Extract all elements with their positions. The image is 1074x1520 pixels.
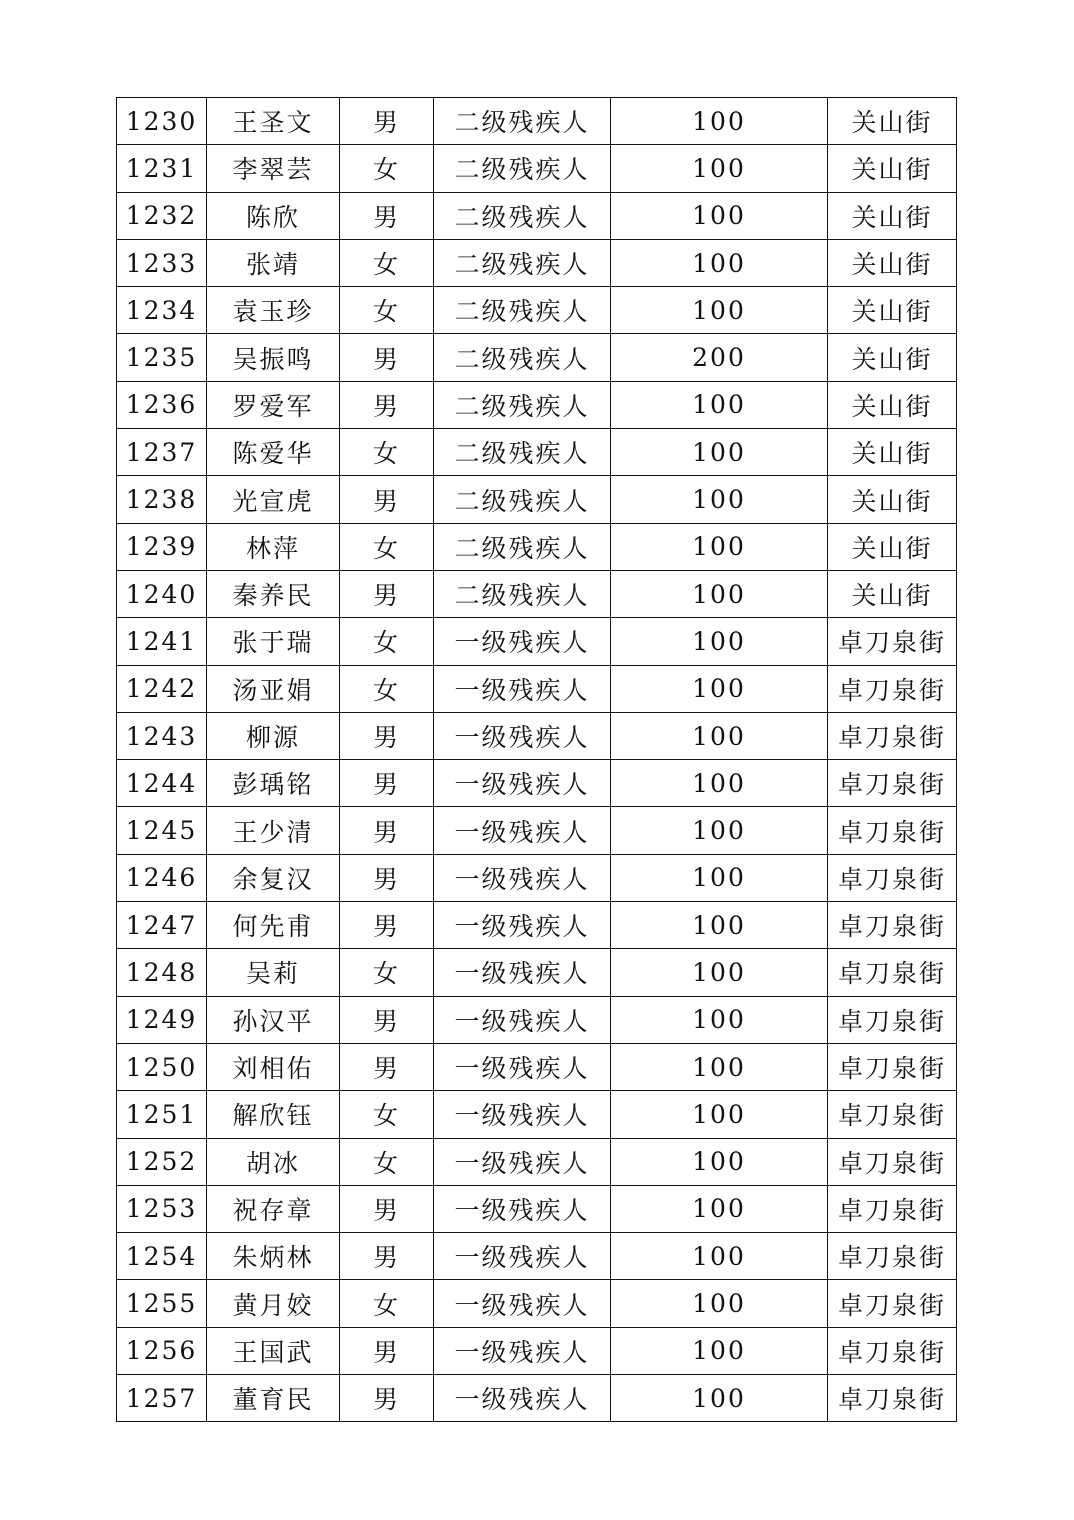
street-cell: 卓刀泉街: [828, 949, 957, 996]
person-name-cell: 袁玉珍: [207, 287, 340, 334]
serial-number-cell: 1255: [117, 1280, 207, 1327]
street-cell: 关山街: [828, 239, 957, 286]
gender-cell: 男: [340, 807, 434, 854]
gender-cell: 男: [340, 712, 434, 759]
person-name-cell: 张于瑞: [207, 618, 340, 665]
subsidy-roster-table: [116, 97, 957, 1422]
gender-cell: 女: [340, 1091, 434, 1138]
table-row: [117, 902, 957, 949]
person-name-cell: 秦养民: [207, 570, 340, 617]
person-name-cell: 吴莉: [207, 949, 340, 996]
serial-number-cell: 1231: [117, 145, 207, 192]
serial-number-cell: 1237: [117, 429, 207, 476]
person-name-cell: 李翠芸: [207, 145, 340, 192]
table-row: [117, 760, 957, 807]
table-row: [117, 949, 957, 996]
person-name-cell: 罗爱军: [207, 381, 340, 428]
table-row: [117, 1280, 957, 1327]
table-row: [117, 98, 957, 145]
gender-cell: 女: [340, 1280, 434, 1327]
subsidy-amount-cell: 200: [611, 334, 828, 381]
gender-cell: 女: [340, 145, 434, 192]
table-row: [117, 287, 957, 334]
serial-number-cell: 1249: [117, 996, 207, 1043]
person-name-cell: 吴振鸣: [207, 334, 340, 381]
subsidy-amount-cell: 100: [611, 381, 828, 428]
serial-number-cell: 1253: [117, 1185, 207, 1232]
serial-number-cell: 1257: [117, 1375, 207, 1422]
disability-level-cell: 一级残疾人: [434, 1138, 611, 1185]
table-row: [117, 996, 957, 1043]
street-cell: 关山街: [828, 145, 957, 192]
street-cell: 卓刀泉街: [828, 1375, 957, 1422]
disability-level-cell: 二级残疾人: [434, 98, 611, 145]
serial-number-cell: 1239: [117, 523, 207, 570]
gender-cell: 男: [340, 902, 434, 949]
gender-cell: 男: [340, 760, 434, 807]
person-name-cell: 王国武: [207, 1327, 340, 1374]
disability-level-cell: 二级残疾人: [434, 287, 611, 334]
disability-level-cell: 二级残疾人: [434, 239, 611, 286]
street-cell: 卓刀泉街: [828, 712, 957, 759]
person-name-cell: 张靖: [207, 239, 340, 286]
person-name-cell: 陈爱华: [207, 429, 340, 476]
street-cell: 卓刀泉街: [828, 760, 957, 807]
serial-number-cell: 1235: [117, 334, 207, 381]
gender-cell: 女: [340, 618, 434, 665]
disability-level-cell: 一级残疾人: [434, 1375, 611, 1422]
street-cell: 卓刀泉街: [828, 807, 957, 854]
table-row: [117, 239, 957, 286]
serial-number-cell: 1252: [117, 1138, 207, 1185]
person-name-cell: 胡冰: [207, 1138, 340, 1185]
subsidy-amount-cell: 100: [611, 192, 828, 239]
person-name-cell: 光宣虎: [207, 476, 340, 523]
disability-level-cell: 一级残疾人: [434, 949, 611, 996]
person-name-cell: 余复汉: [207, 854, 340, 901]
street-cell: 关山街: [828, 98, 957, 145]
serial-number-cell: 1243: [117, 712, 207, 759]
gender-cell: 女: [340, 665, 434, 712]
subsidy-amount-cell: 100: [611, 287, 828, 334]
table-row: [117, 429, 957, 476]
serial-number-cell: 1250: [117, 1043, 207, 1090]
subsidy-amount-cell: 100: [611, 902, 828, 949]
subsidy-amount-cell: 100: [611, 1091, 828, 1138]
gender-cell: 男: [340, 996, 434, 1043]
subsidy-amount-cell: 100: [611, 807, 828, 854]
serial-number-cell: 1246: [117, 854, 207, 901]
street-cell: 关山街: [828, 570, 957, 617]
street-cell: 卓刀泉街: [828, 1091, 957, 1138]
person-name-cell: 刘相佑: [207, 1043, 340, 1090]
street-cell: 卓刀泉街: [828, 665, 957, 712]
disability-level-cell: 二级残疾人: [434, 429, 611, 476]
serial-number-cell: 1240: [117, 570, 207, 617]
gender-cell: 男: [340, 381, 434, 428]
disability-level-cell: 一级残疾人: [434, 1091, 611, 1138]
serial-number-cell: 1251: [117, 1091, 207, 1138]
serial-number-cell: 1244: [117, 760, 207, 807]
disability-level-cell: 二级残疾人: [434, 570, 611, 617]
disability-level-cell: 一级残疾人: [434, 760, 611, 807]
disability-level-cell: 一级残疾人: [434, 996, 611, 1043]
gender-cell: 男: [340, 570, 434, 617]
gender-cell: 男: [340, 98, 434, 145]
table-row: [117, 1138, 957, 1185]
street-cell: 卓刀泉街: [828, 854, 957, 901]
subsidy-amount-cell: 100: [611, 523, 828, 570]
gender-cell: 女: [340, 239, 434, 286]
street-cell: 关山街: [828, 381, 957, 428]
gender-cell: 男: [340, 1043, 434, 1090]
subsidy-amount-cell: 100: [611, 570, 828, 617]
subsidy-amount-cell: 100: [611, 996, 828, 1043]
gender-cell: 女: [340, 949, 434, 996]
person-name-cell: 林萍: [207, 523, 340, 570]
street-cell: 卓刀泉街: [828, 1185, 957, 1232]
street-cell: 关山街: [828, 523, 957, 570]
person-name-cell: 解欣钰: [207, 1091, 340, 1138]
gender-cell: 男: [340, 192, 434, 239]
person-name-cell: 王圣文: [207, 98, 340, 145]
table-row: [117, 618, 957, 665]
table-row: [117, 192, 957, 239]
subsidy-amount-cell: 100: [611, 1185, 828, 1232]
serial-number-cell: 1238: [117, 476, 207, 523]
subsidy-amount-cell: 100: [611, 145, 828, 192]
disability-level-cell: 一级残疾人: [434, 1233, 611, 1280]
disability-level-cell: 二级残疾人: [434, 192, 611, 239]
street-cell: 卓刀泉街: [828, 1233, 957, 1280]
table-row: [117, 570, 957, 617]
street-cell: 卓刀泉街: [828, 902, 957, 949]
disability-level-cell: 一级残疾人: [434, 1043, 611, 1090]
subsidy-amount-cell: 100: [611, 1327, 828, 1374]
gender-cell: 男: [340, 1185, 434, 1232]
disability-level-cell: 二级残疾人: [434, 334, 611, 381]
table-row: [117, 334, 957, 381]
gender-cell: 女: [340, 287, 434, 334]
street-cell: 卓刀泉街: [828, 618, 957, 665]
serial-number-cell: 1256: [117, 1327, 207, 1374]
disability-level-cell: 二级残疾人: [434, 381, 611, 428]
gender-cell: 女: [340, 523, 434, 570]
street-cell: 卓刀泉街: [828, 996, 957, 1043]
street-cell: 关山街: [828, 429, 957, 476]
subsidy-amount-cell: 100: [611, 1375, 828, 1422]
street-cell: 卓刀泉街: [828, 1043, 957, 1090]
person-name-cell: 陈欣: [207, 192, 340, 239]
disability-level-cell: 一级残疾人: [434, 712, 611, 759]
subsidy-amount-cell: 100: [611, 665, 828, 712]
table-row: [117, 712, 957, 759]
disability-level-cell: 一级残疾人: [434, 1280, 611, 1327]
table-row: [117, 476, 957, 523]
disability-level-cell: 一级残疾人: [434, 807, 611, 854]
gender-cell: 男: [340, 1233, 434, 1280]
person-name-cell: 彭瑀铭: [207, 760, 340, 807]
serial-number-cell: 1254: [117, 1233, 207, 1280]
disability-level-cell: 一级残疾人: [434, 1327, 611, 1374]
person-name-cell: 朱炳林: [207, 1233, 340, 1280]
street-cell: 关山街: [828, 287, 957, 334]
subsidy-amount-cell: 100: [611, 429, 828, 476]
disability-level-cell: 一级残疾人: [434, 618, 611, 665]
street-cell: 关山街: [828, 476, 957, 523]
gender-cell: 女: [340, 429, 434, 476]
person-name-cell: 孙汉平: [207, 996, 340, 1043]
table-row: [117, 1043, 957, 1090]
subsidy-amount-cell: 100: [611, 1280, 828, 1327]
table-row: [117, 665, 957, 712]
subsidy-amount-cell: 100: [611, 1138, 828, 1185]
gender-cell: 男: [340, 1327, 434, 1374]
disability-level-cell: 一级残疾人: [434, 854, 611, 901]
gender-cell: 男: [340, 334, 434, 381]
subsidy-amount-cell: 100: [611, 239, 828, 286]
table-row: [117, 1185, 957, 1232]
street-cell: 关山街: [828, 334, 957, 381]
table-row: [117, 854, 957, 901]
subsidy-amount-cell: 100: [611, 712, 828, 759]
subsidy-amount-cell: 100: [611, 1043, 828, 1090]
gender-cell: 男: [340, 854, 434, 901]
subsidy-amount-cell: 100: [611, 760, 828, 807]
person-name-cell: 董育民: [207, 1375, 340, 1422]
person-name-cell: 柳源: [207, 712, 340, 759]
person-name-cell: 王少清: [207, 807, 340, 854]
street-cell: 卓刀泉街: [828, 1280, 957, 1327]
table-row: [117, 1327, 957, 1374]
person-name-cell: 黄月姣: [207, 1280, 340, 1327]
table-row: [117, 381, 957, 428]
street-cell: 关山街: [828, 192, 957, 239]
gender-cell: 男: [340, 1375, 434, 1422]
disability-level-cell: 一级残疾人: [434, 902, 611, 949]
serial-number-cell: 1232: [117, 192, 207, 239]
table-row: [117, 1091, 957, 1138]
serial-number-cell: 1247: [117, 902, 207, 949]
serial-number-cell: 1245: [117, 807, 207, 854]
disability-level-cell: 一级残疾人: [434, 665, 611, 712]
subsidy-amount-cell: 100: [611, 98, 828, 145]
serial-number-cell: 1230: [117, 98, 207, 145]
table-row: [117, 145, 957, 192]
street-cell: 卓刀泉街: [828, 1138, 957, 1185]
serial-number-cell: 1241: [117, 618, 207, 665]
roster-table-body: [117, 98, 957, 1422]
gender-cell: 女: [340, 1138, 434, 1185]
disability-level-cell: 二级残疾人: [434, 476, 611, 523]
person-name-cell: 祝存章: [207, 1185, 340, 1232]
subsidy-amount-cell: 100: [611, 854, 828, 901]
person-name-cell: 何先甫: [207, 902, 340, 949]
subsidy-amount-cell: 100: [611, 949, 828, 996]
person-name-cell: 汤亚娟: [207, 665, 340, 712]
table-row: [117, 1375, 957, 1422]
disability-level-cell: 二级残疾人: [434, 145, 611, 192]
table-row: [117, 523, 957, 570]
subsidy-amount-cell: 100: [611, 618, 828, 665]
gender-cell: 男: [340, 476, 434, 523]
serial-number-cell: 1242: [117, 665, 207, 712]
table-row: [117, 807, 957, 854]
serial-number-cell: 1234: [117, 287, 207, 334]
disability-level-cell: 一级残疾人: [434, 1185, 611, 1232]
table-row: [117, 1233, 957, 1280]
serial-number-cell: 1233: [117, 239, 207, 286]
serial-number-cell: 1236: [117, 381, 207, 428]
serial-number-cell: 1248: [117, 949, 207, 996]
subsidy-amount-cell: 100: [611, 476, 828, 523]
disability-level-cell: 二级残疾人: [434, 523, 611, 570]
subsidy-amount-cell: 100: [611, 1233, 828, 1280]
street-cell: 卓刀泉街: [828, 1327, 957, 1374]
